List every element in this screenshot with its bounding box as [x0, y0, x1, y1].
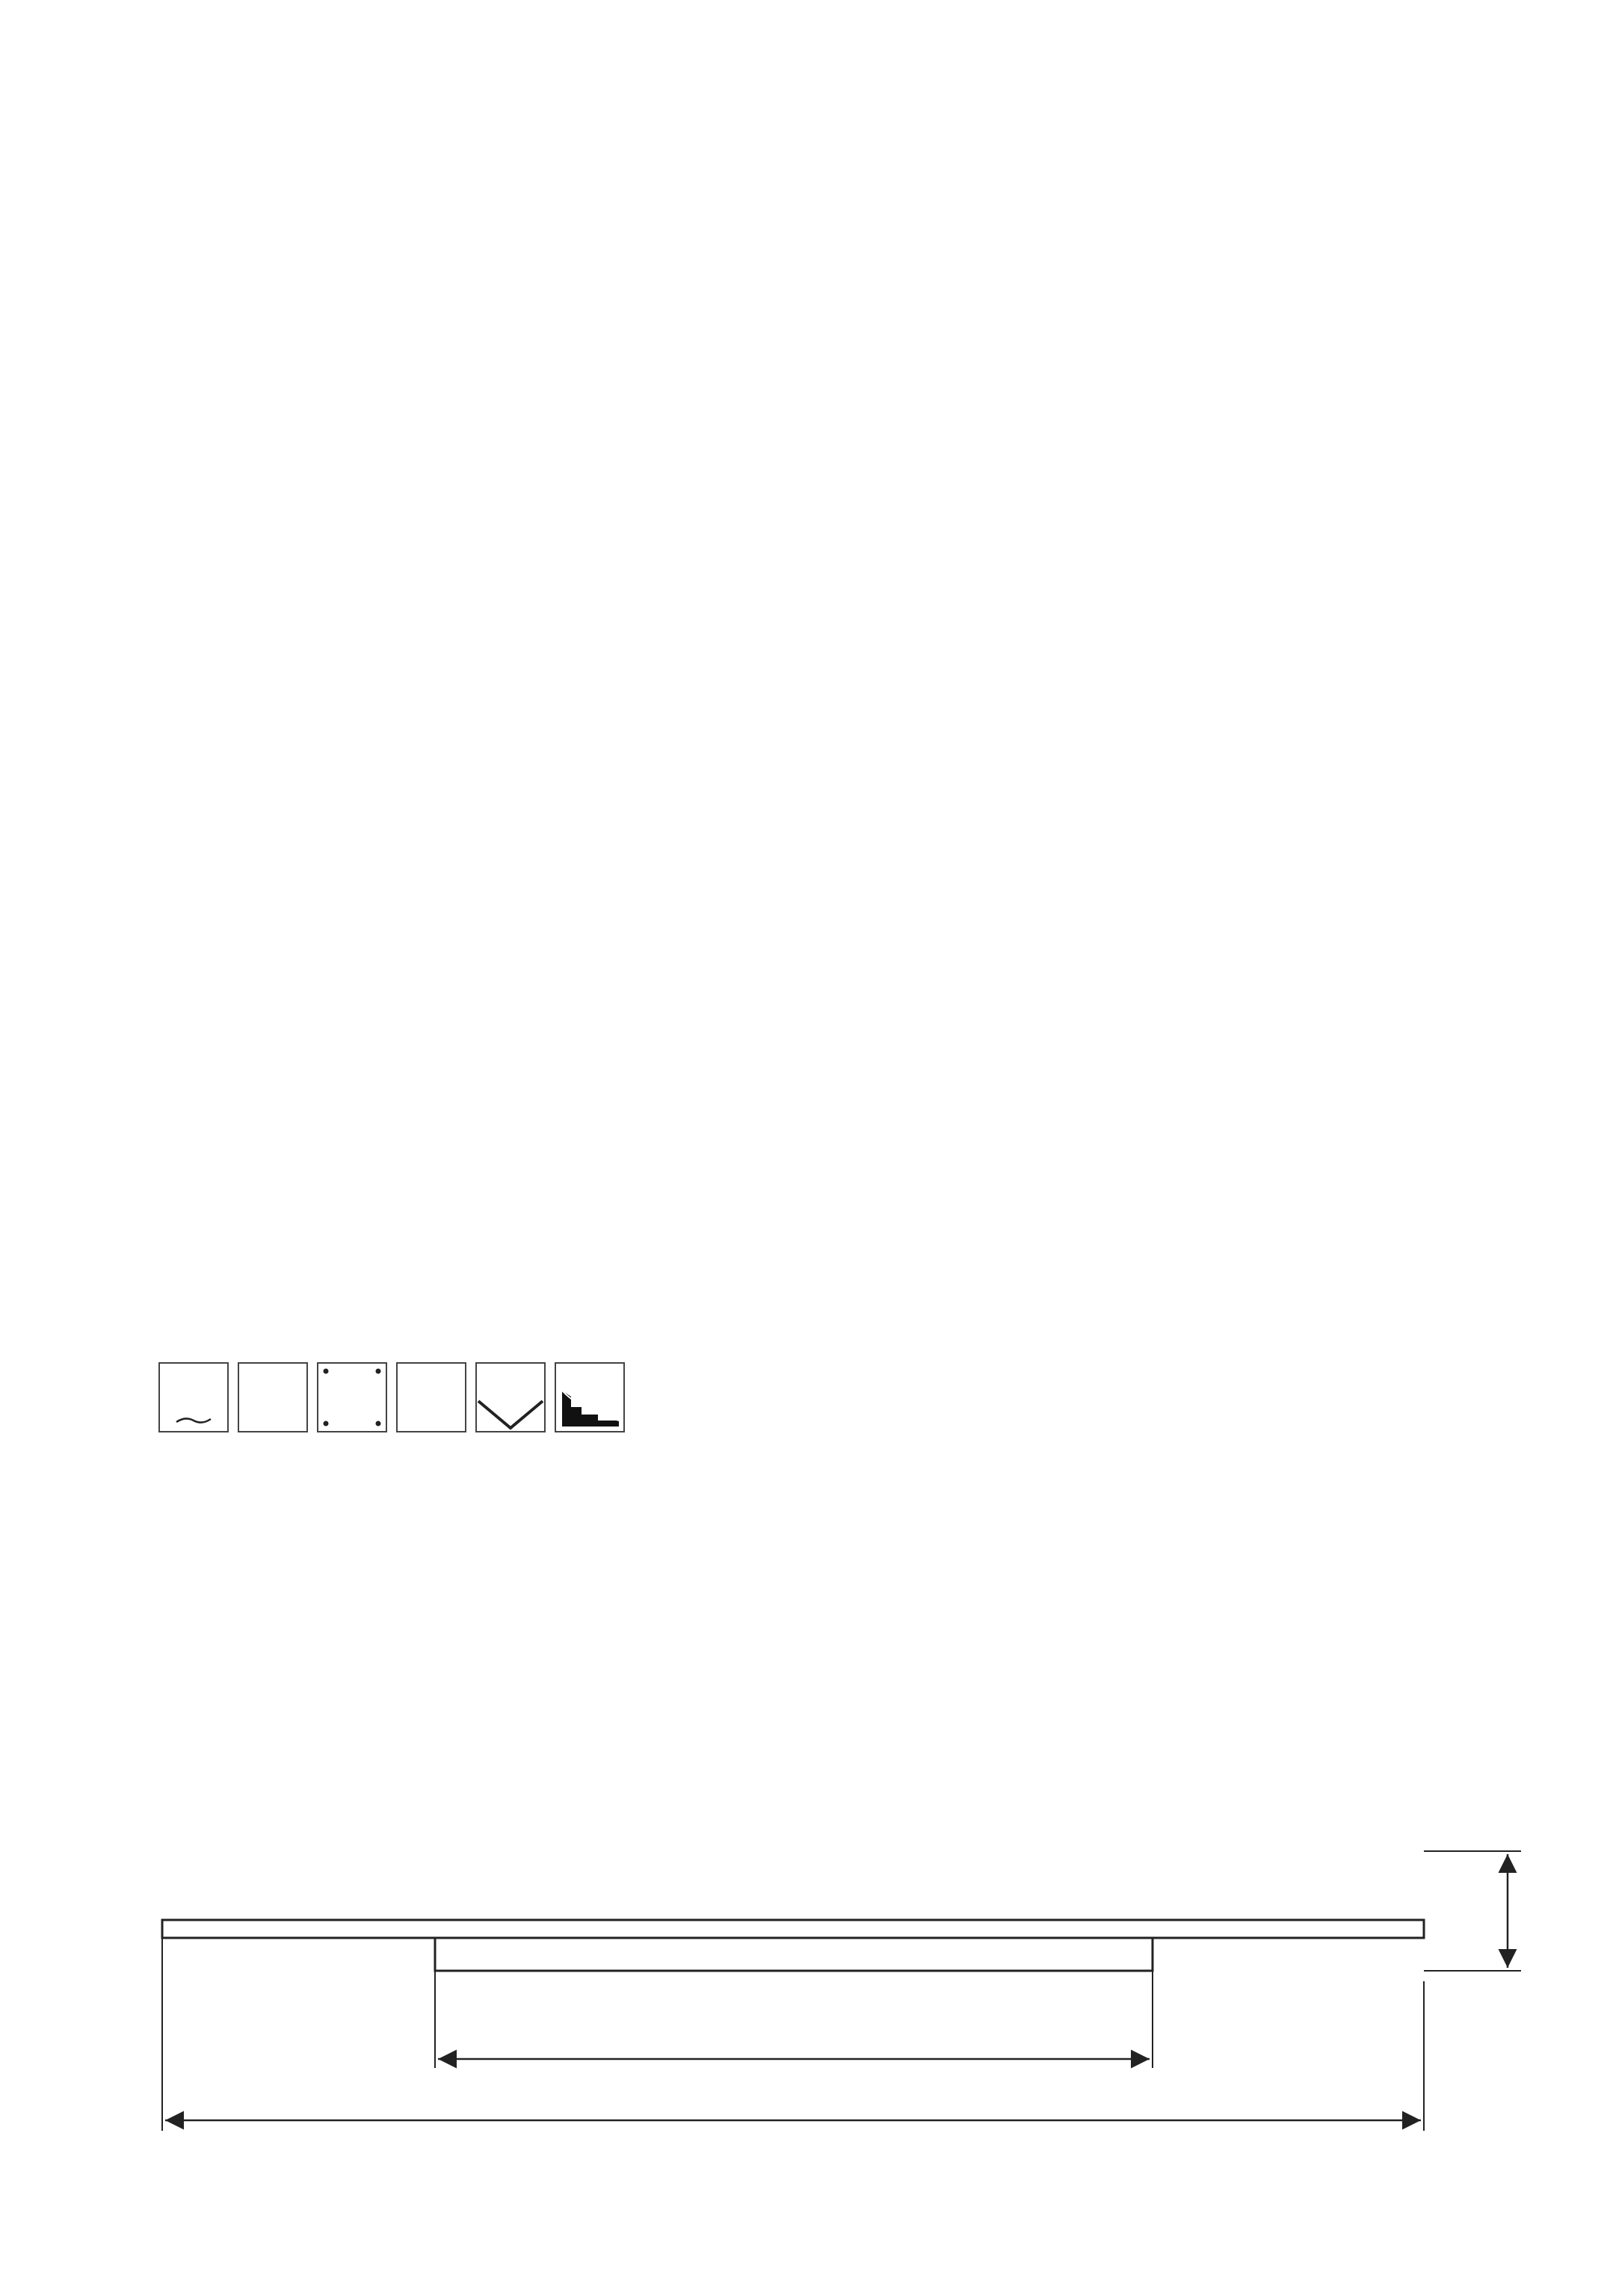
- chapter-marker-tab: [1572, 88, 1607, 275]
- lamp-disc-outline: [435, 1938, 1153, 1971]
- led-corner-dots-icon: [318, 1364, 386, 1431]
- wave-icon: [160, 1364, 227, 1431]
- power-icon: [238, 1362, 308, 1432]
- technical-drawing: [153, 1832, 1536, 2146]
- cri-icon: [396, 1362, 466, 1432]
- beam-angle-icon: [475, 1362, 546, 1432]
- dimension-drawing: [153, 1832, 1536, 2146]
- voltage-icon: [158, 1362, 229, 1432]
- dimmable-icon: [555, 1362, 625, 1432]
- led-icon: [317, 1362, 387, 1432]
- dimming-steps-icon: [556, 1364, 623, 1431]
- product-photo-grid: [157, 153, 1540, 542]
- page-footer: [1480, 2191, 1517, 2219]
- lamp-plate-outline: [162, 1920, 1424, 1938]
- beam-angle-v-icon: [477, 1364, 544, 1431]
